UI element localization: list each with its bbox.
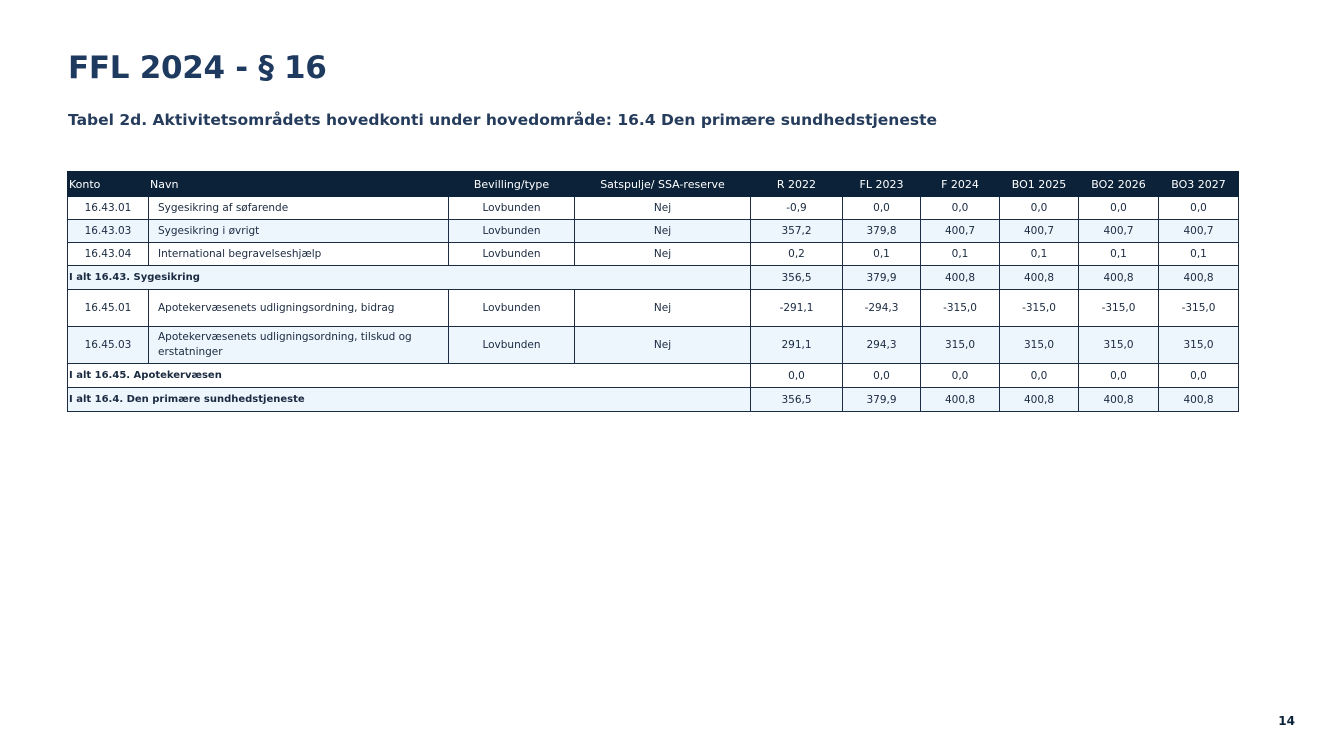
- header-satspulje: Satspulje/ SSA-reserve: [575, 172, 751, 197]
- page-number: 14: [1278, 714, 1295, 728]
- value-cell: 379,8: [843, 220, 921, 243]
- value-cell: 356,5: [751, 388, 843, 412]
- subtotal-label: I alt 16.43. Sygesikring: [68, 266, 751, 290]
- value-cell: 0,0: [1159, 197, 1239, 220]
- type-cell: Lovbunden: [449, 197, 575, 220]
- value-cell: 400,8: [921, 388, 1000, 412]
- type-cell: Lovbunden: [449, 327, 575, 364]
- value-cell: 379,9: [843, 388, 921, 412]
- type-cell: Lovbunden: [449, 243, 575, 266]
- value-cell: 0,1: [1159, 243, 1239, 266]
- header-bo2-2026: BO2 2026: [1079, 172, 1159, 197]
- value-cell: 400,8: [1079, 266, 1159, 290]
- value-cell: 0,1: [921, 243, 1000, 266]
- value-cell: 400,8: [1000, 388, 1079, 412]
- value-cell: 400,7: [921, 220, 1000, 243]
- konto-cell: 16.45.03: [68, 327, 149, 364]
- budget-table: [67, 171, 1239, 412]
- table-header-row: [68, 172, 1239, 197]
- navn-cell: Apotekervæsenets udligningsordning, bidrag: [149, 290, 449, 327]
- value-cell: -294,3: [843, 290, 921, 327]
- konto-cell: 16.45.01: [68, 290, 149, 327]
- type-cell: Lovbunden: [449, 220, 575, 243]
- value-cell: 400,8: [1159, 388, 1239, 412]
- value-cell: 400,8: [921, 266, 1000, 290]
- value-cell: 315,0: [1159, 327, 1239, 364]
- header-f2024: F 2024: [921, 172, 1000, 197]
- value-cell: 315,0: [1079, 327, 1159, 364]
- table-row: [68, 327, 1239, 364]
- value-cell: 0,0: [843, 364, 921, 388]
- value-cell: 294,3: [843, 327, 921, 364]
- value-cell: 0,2: [751, 243, 843, 266]
- value-cell: 0,0: [1079, 364, 1159, 388]
- value-cell: -315,0: [1000, 290, 1079, 327]
- value-cell: 0,0: [921, 364, 1000, 388]
- subtotal-label: I alt 16.45. Apotekervæsen: [68, 364, 751, 388]
- value-cell: 315,0: [921, 327, 1000, 364]
- value-cell: 0,0: [921, 197, 1000, 220]
- konto-cell: 16.43.04: [68, 243, 149, 266]
- navn-cell: International begravelseshjælp: [149, 243, 449, 266]
- value-cell: 400,7: [1000, 220, 1079, 243]
- value-cell: 357,2: [751, 220, 843, 243]
- total-label: I alt 16.4. Den primære sundhedstjeneste: [68, 388, 751, 412]
- value-cell: 0,0: [751, 364, 843, 388]
- value-cell: 379,9: [843, 266, 921, 290]
- subtotal-row: [68, 364, 1239, 388]
- value-cell: 315,0: [1000, 327, 1079, 364]
- value-cell: 0,0: [843, 197, 921, 220]
- table-row: [68, 290, 1239, 327]
- value-cell: 0,0: [1079, 197, 1159, 220]
- navn-cell: Sygesikring i øvrigt: [149, 220, 449, 243]
- value-cell: 0,1: [1079, 243, 1159, 266]
- header-r2022: R 2022: [751, 172, 843, 197]
- value-cell: 356,5: [751, 266, 843, 290]
- subtotal-row: [68, 266, 1239, 290]
- value-cell: 0,0: [1000, 197, 1079, 220]
- table-row: [68, 197, 1239, 220]
- table-row: [68, 220, 1239, 243]
- navn-cell: Sygesikring af søfarende: [149, 197, 449, 220]
- satspulje-cell: Nej: [575, 243, 751, 266]
- header-bevilling-type: Bevilling/type: [449, 172, 575, 197]
- navn-cell: Apotekervæsenets udligningsordning, tilskud og erstatninger: [149, 327, 449, 364]
- value-cell: -315,0: [921, 290, 1000, 327]
- konto-cell: 16.43.01: [68, 197, 149, 220]
- value-cell: 400,7: [1079, 220, 1159, 243]
- value-cell: 291,1: [751, 327, 843, 364]
- value-cell: 0,0: [1159, 364, 1239, 388]
- value-cell: 0,1: [1000, 243, 1079, 266]
- table-row: [68, 243, 1239, 266]
- page-title: FFL 2024 - § 16: [68, 50, 327, 86]
- value-cell: 0,0: [1000, 364, 1079, 388]
- header-bo1-2025: BO1 2025: [1000, 172, 1079, 197]
- satspulje-cell: Nej: [575, 290, 751, 327]
- konto-cell: 16.43.03: [68, 220, 149, 243]
- satspulje-cell: Nej: [575, 197, 751, 220]
- satspulje-cell: Nej: [575, 220, 751, 243]
- satspulje-cell: Nej: [575, 327, 751, 364]
- value-cell: 400,7: [1159, 220, 1239, 243]
- value-cell: -315,0: [1159, 290, 1239, 327]
- value-cell: -291,1: [751, 290, 843, 327]
- header-bo3-2027: BO3 2027: [1159, 172, 1239, 197]
- value-cell: -315,0: [1079, 290, 1159, 327]
- type-cell: Lovbunden: [449, 290, 575, 327]
- header-fl2023: FL 2023: [843, 172, 921, 197]
- value-cell: 0,1: [843, 243, 921, 266]
- value-cell: 400,8: [1079, 388, 1159, 412]
- header-navn: Navn: [149, 172, 449, 197]
- value-cell: 400,8: [1159, 266, 1239, 290]
- value-cell: 400,8: [1000, 266, 1079, 290]
- table-caption: Tabel 2d. Aktivitetsområdets hovedkonti under hovedområde: 16.4 Den primære sundhedstjeneste: [68, 111, 937, 129]
- total-row: [68, 388, 1239, 412]
- header-konto: Konto: [68, 172, 149, 197]
- value-cell: -0,9: [751, 197, 843, 220]
